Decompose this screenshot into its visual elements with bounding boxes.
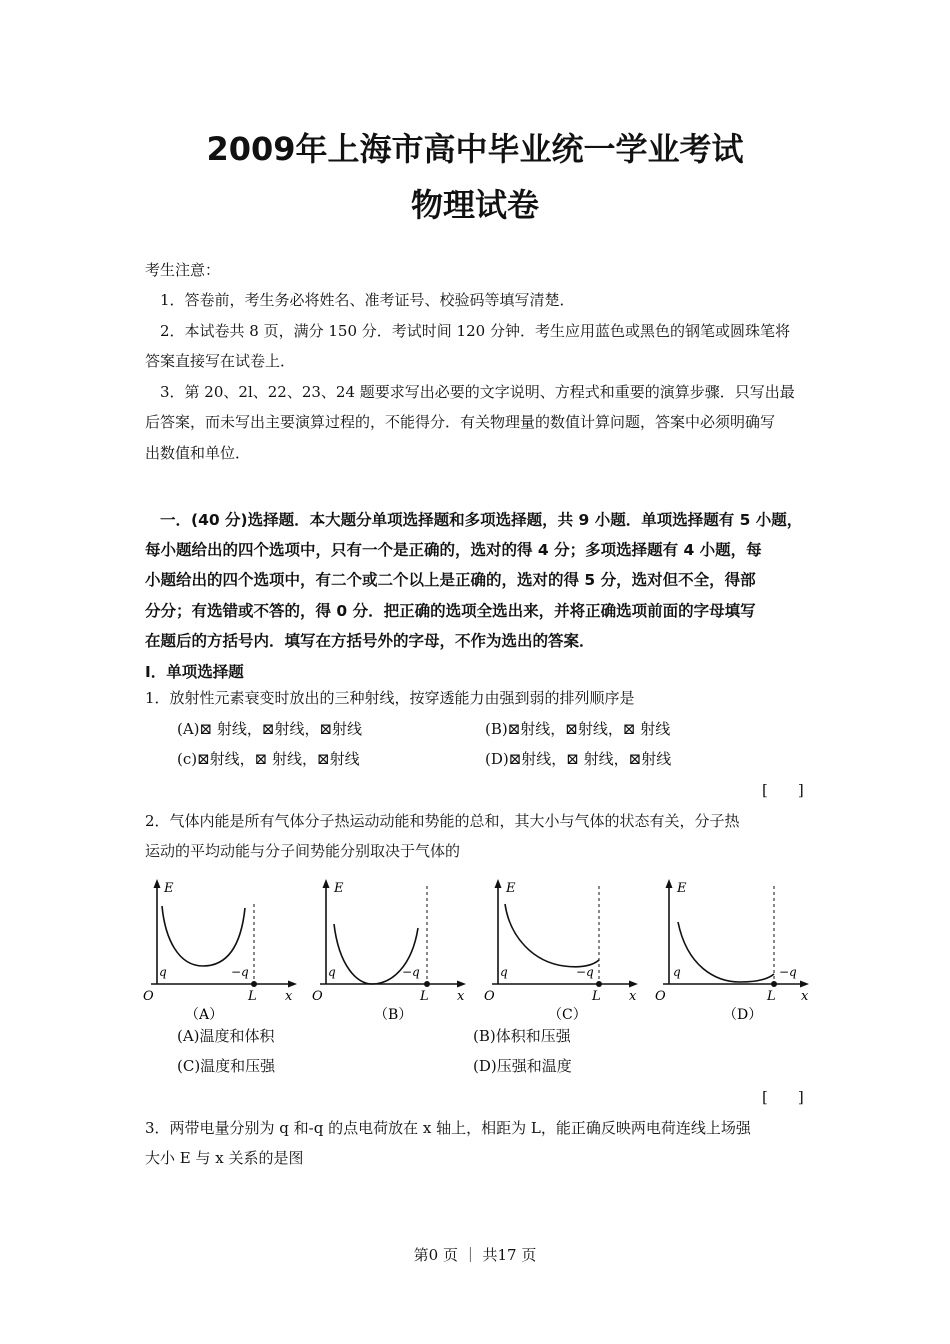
q2-answer-bracket: [ ] (762, 1088, 804, 1106)
graph-b-point-l (424, 981, 430, 987)
graph-c-point-l (596, 981, 602, 987)
graph-a-label-l: L (248, 989, 257, 1004)
graph-c-label-e: E (506, 881, 516, 896)
graph-b-y-arrow (323, 879, 330, 888)
notice-item-3b: 后答案，而未写出主要演算过程的，不能得分．有关物理量的数值计算问题，答案中必须明确写 (145, 413, 776, 431)
graph-a-label-x: x (285, 989, 293, 1004)
graph-b-label-x: x (457, 989, 465, 1004)
graph-a (143, 876, 303, 1026)
q1-option-c: (c)⊠射线，⊠ 射线，⊠射线 (177, 750, 360, 768)
q2-stem-a: 2．气体内能是所有气体分子热运动动能和势能的总和，其大小与气体的状态有关，分子热 (145, 812, 740, 830)
q3-stem-a: 3．两带电量分别为 q 和-q 的点电荷放在 x 轴上，相距为 L，能正确反映两电荷连线上场强 (145, 1119, 751, 1137)
graph-c-caption: （C） (548, 1007, 587, 1023)
q1-answer-bracket: [ ] (762, 781, 804, 799)
graph-b-label-q: q (328, 965, 336, 979)
graph-d-label-q: q (673, 965, 681, 979)
graph-c-curve (505, 904, 599, 967)
q1-option-d: (D)⊠射线，⊠ 射线，⊠射线 (485, 750, 672, 768)
graph-b-label-l: L (420, 989, 429, 1004)
graph-d-label-l: L (767, 989, 776, 1004)
notice-item-2a: 2．本试卷共 8 页，满分 150 分．考试时间 120 分钟．考生应用蓝色或黑色的钢笔或圆珠笔将 (160, 322, 790, 340)
q2-option-d: (D)压强和温度 (473, 1057, 572, 1075)
graph-d-y-arrow (666, 879, 673, 888)
section1-line-5: 在题后的方括号内．填写在方括号外的字母，不作为选出的答案． (145, 632, 595, 650)
q2-option-b: (B)体积和压强 (473, 1027, 571, 1045)
graph-d-label-o: O (655, 989, 666, 1004)
graph-d-curve (678, 922, 774, 982)
graph-d-x-arrow (800, 981, 809, 988)
q1-option-b: (B)⊠射线，⊠射线，⊠ 射线 (485, 720, 671, 738)
graph-a-label-q: q (159, 965, 167, 979)
graph-a-point-l (251, 981, 257, 987)
graph-a-caption: （A） (185, 1007, 224, 1023)
q3-stem-b: 大小 E 与 x 关系的是图 (145, 1149, 304, 1167)
graph-c-label-x: x (629, 989, 637, 1004)
page-subtitle: 物理试卷 (410, 186, 539, 224)
section1-line-1: 一．(40 分)选择题．本大题分单项选择题和多项选择题，共 9 小题．单项选择题有 5 小题， (160, 511, 803, 529)
graph-b-x-arrow (457, 981, 466, 988)
q2-option-c: (C)温度和压强 (177, 1057, 276, 1075)
graph-c-x-arrow (629, 981, 638, 988)
graph-b-caption: （B） (374, 1007, 413, 1023)
graph-d-point-l (771, 981, 777, 987)
graph-a-label-o: O (143, 989, 154, 1004)
notice-item-1: 1．答卷前，考生务必将姓名、准考证号、校验码等填写清楚． (160, 291, 575, 309)
graph-d (655, 876, 815, 1026)
notice-heading: 考生注意： (145, 261, 221, 279)
notice-item-3c: 出数值和单位． (145, 444, 251, 462)
graph-c-label-neg-q: −q (576, 965, 594, 979)
graph-b-label-e: E (334, 881, 344, 896)
graph-d-caption: （D） (723, 1007, 763, 1023)
page-footer: 第0 页 ｜ 共17 页 (413, 1246, 537, 1264)
graph-c-label-l: L (592, 989, 601, 1004)
q1-stem: 1．放射性元素衰变时放出的三种射线，按穿透能力由强到弱的排列顺序是 (145, 689, 635, 707)
section1-line-2: 每小题给出的四个选项中，只有一个是正确的，选对的得 4 分；多项选择题有 4 小题，每 (145, 541, 762, 559)
graph-b-label-neg-q: −q (402, 965, 420, 979)
graph-b-label-o: O (312, 989, 323, 1004)
notice-item-3a: 3．第 20、2l、22、23、24 题要求写出必要的文字说明、方程式和重要的演算步骤．只写出最 (160, 383, 795, 401)
graph-c (484, 876, 644, 1026)
q1-option-a: (A)⊠ 射线，⊠射线，⊠射线 (177, 720, 363, 738)
graph-d-label-e: E (677, 881, 687, 896)
graph-d-label-neg-q: −q (779, 965, 797, 979)
graph-a-y-arrow (154, 879, 161, 888)
section1-line-3: 小题给出的四个选项中，有二个或二个以上是正确的，选对的得 5 分，选对但不全，得部 (145, 571, 756, 589)
graph-a-label-neg-q: −q (231, 965, 249, 979)
section1-line-4: 分分；有选错或不答的，得 0 分．把正确的选项全选出来，并将正确选项前面的字母填写 (145, 602, 756, 620)
q2-stem-b: 运动的平均动能与分子间势能分别取决于气体的 (145, 842, 461, 860)
graph-d-label-x: x (801, 989, 809, 1004)
graph-a-x-arrow (288, 981, 297, 988)
graph-c-label-q: q (500, 965, 508, 979)
notice-item-2b: 答案直接写在试卷上． (145, 352, 296, 370)
q2-option-a: (A)温度和体积 (177, 1027, 275, 1045)
graph-b (312, 876, 472, 1026)
graph-c-label-o: O (484, 989, 495, 1004)
page-title: 2009年上海市高中毕业统一学业考试 (206, 130, 744, 168)
graph-c-y-arrow (495, 879, 502, 888)
graph-a-label-e: E (164, 881, 174, 896)
part1-heading: Ⅰ．单项选择题 (145, 663, 244, 681)
graph-a-curve (162, 906, 245, 966)
